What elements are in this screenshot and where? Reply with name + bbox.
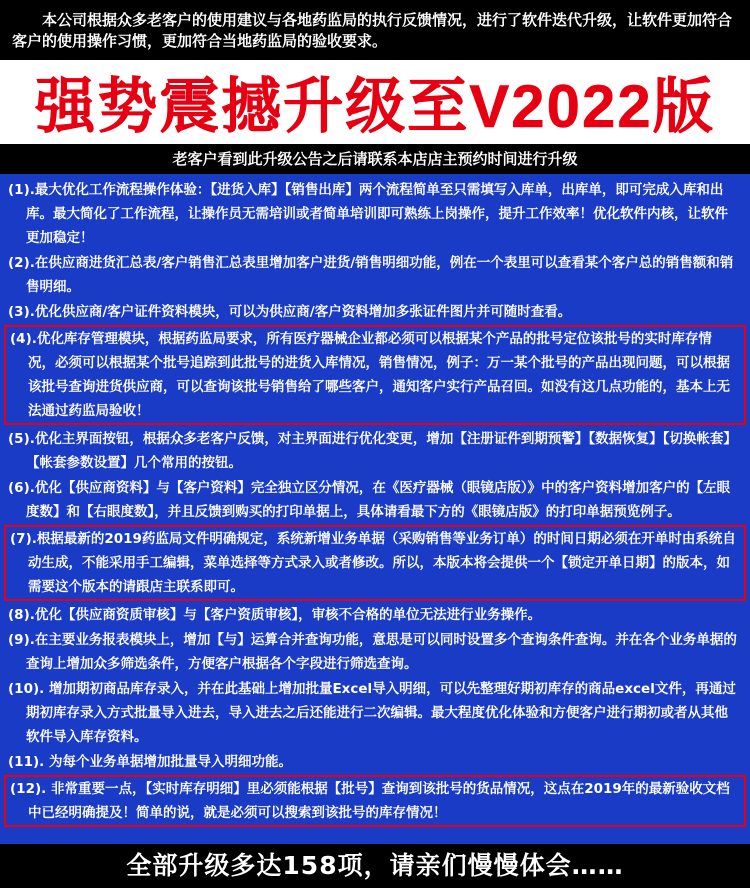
feature-item: (6).优化【供应商资料】与【客户资料】完全独立区分情况，在《医疗器械（眼镜店版）》中的客户资料增加客户的【左眼度数】和【右眼度数】，并且反馈到购买的打印单据上，具体请看最下方的《眼镜店版》的打印单据预览例子。 — [8, 480, 731, 520]
feature-item: (7).根据最新的2019药监局文件明确规定，系统新增业务单据（采购销售等业务订单）的时间日期必须在开单时由系统自动生成，不能采用手工编辑，菜单选择等方式录入或者修改。所以，本版本将会提供一个【锁定开单日期】的版本，如需要这个版本的请跟店主联系即可。 — [4, 525, 746, 601]
headline: 强势震撼升级至V2022版 — [35, 73, 715, 140]
feature-item: (4).优化库存管理模块，根据药监局要求，所有医疗器械企业都必须可以根据某个产品的批号定位该批号的实时库存情况，必须可以根据某个批号追踪到此批号的进货入库情况，销售情况，例子：万一某个批号的产品出现问题，可以根据该批号查询进货供应商，可以查询该批号销售给了哪些客户，通知客户实行产品召回。如没有这几点功能的，基本上无法通过药监局验收！ — [4, 325, 746, 425]
feature-item: (5).优化主界面按钮，根据众多老客户反馈，对主界面进行优化变更，增加【注册证件到期预警】【数据恢复】【切换帐套】【帐套参数设置】几个常用的按钮。 — [8, 431, 737, 471]
feature-item: (10). 增加期初商品库存录入，并在此基础上增加批量Excel导入明细，可以先整理好期初库存的商品excel文件，再通过期初库存录入方式批量导入进去，导入进去之后还能进行二次编辑。最大程度优化体验和方便客户进行期初或者从其他软件导入库存资料。 — [8, 681, 736, 745]
title-band — [0, 60, 750, 144]
notice-text: 老客户看到此升级公告之后请联系本店店主预约时间进行升级 — [0, 144, 750, 174]
feature-item: (9).在主要业务报表模块上，增加【与】运算合并查询功能，意思是可以同时设置多个查询条件查询。并在各个业务单据的查询上增加众多筛选条件，方便客户根据各个字段进行筛选查询。 — [8, 632, 737, 672]
feature-item: (3).优化供应商/客户证件资料模块，可以为供应商/客户资料增加多张证件图片并可随时查看。 — [8, 304, 572, 320]
feature-item: (12). 非常重要一点，【实时库存明细】里必须能根据【批号】查询到该批号的货品情况，这点在2019年的最新验收文档中已经明确提及！简单的说，就是必须可以搜索到该批号的库存情况！ — [4, 775, 746, 827]
feature-item: (8).优化【供应商资质审核】与【客户资质审核】，审核不合格的单位无法进行业务操作。 — [8, 607, 542, 623]
feature-list — [0, 174, 750, 844]
feature-item: (11). 为每个业务单据增加批量导入明细功能。 — [8, 754, 292, 770]
feature-item: (2).在供应商进货汇总表/客户销售汇总表里增加客户进货/销售明细功能，例在一个表里可以查看某个客户总的销售额和销售明细。 — [8, 255, 734, 295]
intro-text: 本公司根据众多老客户的使用建议与各地药监局的执行反馈情况，进行了软件迭代升级，让软件更加符合客户的使用操作习惯，更加符合当地药监局的验收要求。 — [0, 0, 750, 60]
footer-text: 全部升级多达158项，请亲们慢慢体会…… — [0, 844, 750, 888]
feature-item: (1).最大优化工作流程操作体验：【进货入库】【销售出库】两个流程简单至只需填写入库单，出库单，即可完成入库和出库。最大简化了工作流程，让操作员无需培训或者简单培训即可熟练上岗操作，提升工作效率！优化软件内核，让软件更加稳定！ — [8, 182, 728, 246]
